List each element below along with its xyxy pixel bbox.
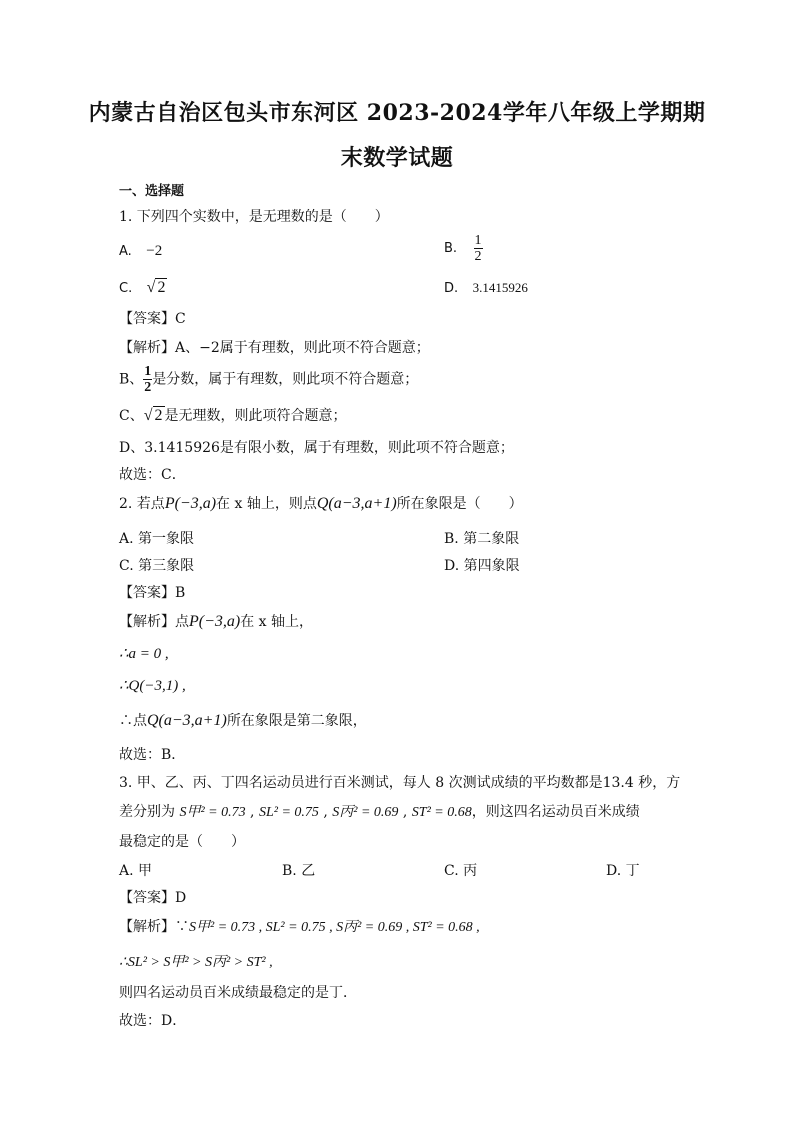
q1-analysis-2-prefix: B、 [119,371,144,388]
q3-analysis-4: 故选：D． [119,1013,187,1029]
q3-analysis-1-values: S甲² = 0.73 , SL² = 0.75 , S丙² = 0.69 , ST² = 0.68 , [189,920,480,935]
q3-variance-ding: ST² = 0.68 [411,805,472,820]
q2-answer: 【答案】B [119,585,186,601]
q3-option-b: B. 乙 [282,863,316,879]
q1-answer: 【答案】C [119,311,186,327]
q2-analysis-4-point: Q(a−3,a+1) [147,712,227,729]
q3-option-c: C. 丙 [444,863,478,879]
q2-point-p: P(−3,a) [164,495,217,512]
q2-analysis-4 [119,710,367,730]
q1-analysis-3 [119,405,347,425]
q1-option-b-denominator: 2 [474,249,482,264]
q1-analysis-4: D、3.1415926是有限小数，属于有理数，则此项不符合题意； [119,440,514,456]
q1-option-c-label: C. [119,281,133,296]
q3-option-d: D. 丁 [606,863,640,879]
q1-analysis-3-sqrt: √ 2 [143,407,163,424]
q1-analysis-2-fraction [143,364,152,395]
q2-analysis-4-prefix: ∴点 [119,713,147,729]
q2-point-q: Q(a−3,a+1) [316,495,397,512]
q3-analysis-1 [119,916,480,936]
title-line-2: 末数学试题 [340,145,454,171]
q1-option-b-fraction [474,233,483,264]
q1-analysis-3-prefix: C、 [119,408,144,424]
q3-variance-yi: SL² = 0.75 [258,805,319,820]
q1-option-a-value: −2 [146,243,163,259]
q1-option-b-numerator: 1 [474,233,482,248]
q2-analysis-1-text: 在 x 轴上， [240,614,314,630]
title-line-1: 内蒙古自治区包头市东河区 2023-2024学年八年级上学期期 [88,100,706,126]
q3-variance-jia: S甲² = 0.73 [179,805,246,820]
q1-option-d-value: 3.1415926 [472,280,528,295]
q2-analysis-5: 故选：B． [119,747,186,763]
q2-analysis-2: ∴a = 0 , [119,646,169,662]
q3-stem-2: 差分别为 S甲² = 0.73 , SL² = 0.75 , S丙² = 0.69 , ST² = 0.68，则这四名运动员百米成绩 [119,804,640,820]
q1-analysis-1: 【解析】A、−2属于有理数，则此项不符合题意； [119,340,430,356]
q1-option-c-sqrt: √ 2 [146,279,166,296]
q2-stem-suffix: 所在象限是（ ） [396,496,523,512]
q3-stem-2-suffix: ，则这四名运动员百米成绩 [471,804,640,820]
q2-analysis-1-prefix: 【解析】点 [119,614,189,630]
section-heading: 一、选择题 [119,184,185,199]
q1-option-b-label: B. [444,241,458,256]
q3-analysis-1-prefix: 【解析】∵ [119,919,189,935]
q2-option-d: D. 第四象限 [444,558,520,574]
q3-analysis-2: ∴SL² > S甲² > S丙² > ST² , [119,955,273,970]
q3-option-a: A. 甲 [119,863,153,879]
q3-stem-1: 3. 甲、乙、丙、丁四名运动员进行百米测试，每人 8 次测试成绩的平均数都是13.4 秒，方 [119,775,681,791]
q2-stem-prefix: 2. 若点 [119,496,165,512]
q2-stem-middle: 在 x 轴上，则点 [216,496,317,512]
q2-analysis-1 [119,611,313,631]
q2-option-a: A. 第一象限 [119,531,195,547]
q2-option-c: C. 第三象限 [119,558,195,574]
q1-option-a [119,243,162,260]
q2-analysis-4-text: 所在象限是第二象限， [226,713,367,729]
q3-answer: 【答案】D [119,890,187,906]
q1-option-d [444,280,528,296]
q1-analysis-3-text: 是无理数，则此项符合题意； [164,408,347,424]
q1-analysis-3-radicand: 2 [154,407,163,424]
q2-analysis-3: ∴Q(−3,1) , [119,678,186,694]
q3-stem-2-prefix: 差分别为 [119,804,175,820]
q1-option-b [444,233,483,264]
q1-option-a-label: A. [119,244,132,259]
q2-analysis-1-point: P(−3,a) [189,613,241,630]
q1-analysis-5: 故选：C． [119,467,186,483]
q1-stem: 1. 下列四个实数中，是无理数的是（ ） [119,209,389,225]
q1-analysis-2-denominator: 2 [144,380,152,395]
q1-option-c-radicand: 2 [157,279,166,296]
q1-analysis-2 [119,364,418,395]
q3-stem-3: 最稳定的是（ ） [119,834,245,850]
q2-stem [119,493,523,513]
q2-option-b: B. 第二象限 [444,531,520,547]
q3-variance-bing: S丙² = 0.69 [332,805,399,820]
q1-analysis-2-numerator: 1 [144,364,152,379]
q1-option-d-label: D. [444,281,459,296]
q1-analysis-2-text: 是分数，属于有理数，则此项不符合题意； [152,371,419,388]
q3-analysis-3: 则四名运动员百米成绩最稳定的是丁． [119,985,357,1001]
q1-option-c [119,279,167,297]
